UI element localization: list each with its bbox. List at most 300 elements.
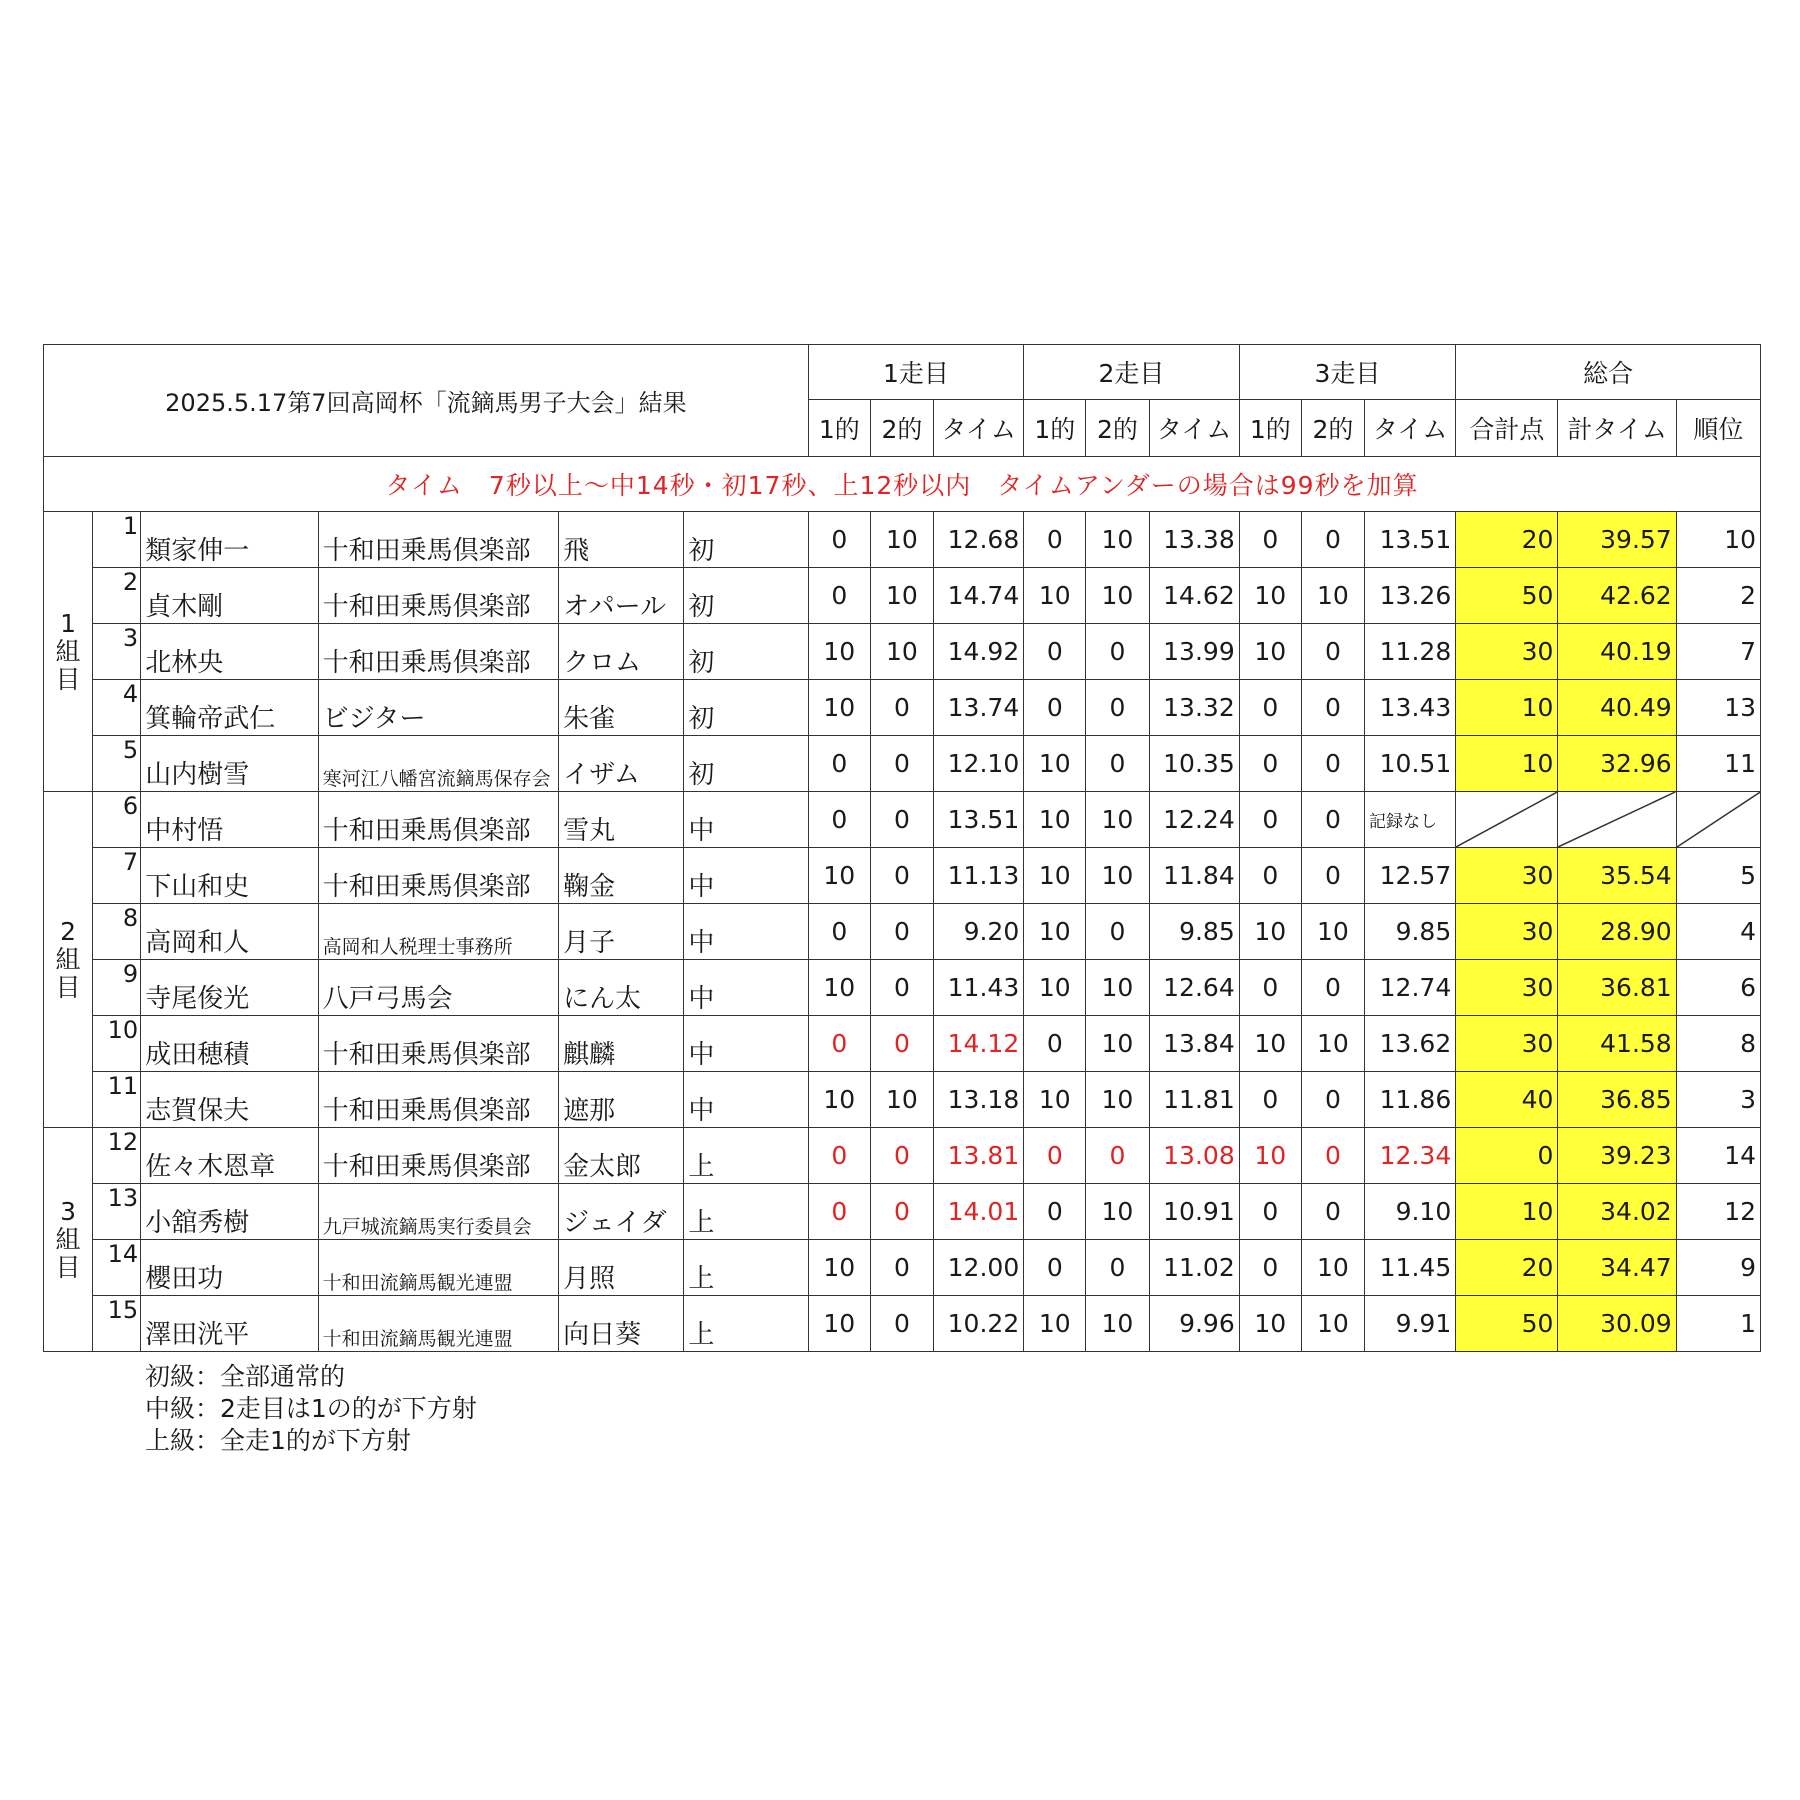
table-row bbox=[44, 512, 1761, 568]
total-points: 40 bbox=[1456, 1072, 1558, 1128]
horse-name: 遮那 bbox=[559, 1072, 684, 1128]
run2-time: 11.81 bbox=[1149, 1072, 1239, 1128]
group-label-char: 2 bbox=[60, 916, 76, 946]
run1-time: 13.74 bbox=[934, 680, 1024, 736]
total-points: 50 bbox=[1456, 1296, 1558, 1352]
run2-time: 12.24 bbox=[1149, 792, 1239, 848]
run3-target2-score: 0 bbox=[1301, 512, 1364, 568]
club-name: 十和田乗馬倶楽部 bbox=[318, 1016, 559, 1072]
total-time: 35.54 bbox=[1558, 848, 1676, 904]
run3-time: 11.28 bbox=[1365, 624, 1456, 680]
table-row bbox=[44, 1072, 1761, 1128]
run1-target2-score: 10 bbox=[870, 512, 933, 568]
club-name: 九戸城流鏑馬実行委員会 bbox=[318, 1184, 559, 1240]
run3-target2-score: 0 bbox=[1301, 624, 1364, 680]
run1-target1-score: 10 bbox=[808, 1296, 870, 1352]
run2-target2-score: 0 bbox=[1086, 680, 1149, 736]
group-label-char: 目 bbox=[55, 1252, 81, 1282]
group-label-char: 目 bbox=[55, 972, 81, 1002]
total-time: 41.58 bbox=[1558, 1016, 1676, 1072]
run3-time: 13.43 bbox=[1365, 680, 1456, 736]
total-time: 30.09 bbox=[1558, 1296, 1676, 1352]
time-rule-notice: タイム 7秒以上～中14秒・初17秒、上12秒以内 タイムアンダーの場合は99秒を加算 bbox=[44, 457, 1761, 512]
run1-time: 11.43 bbox=[934, 960, 1024, 1016]
run2-target1-score: 0 bbox=[1024, 1240, 1086, 1296]
run3-header: 3走目 bbox=[1239, 345, 1456, 400]
run2-time: 13.38 bbox=[1149, 512, 1239, 568]
entry-number: 11 bbox=[93, 1072, 141, 1128]
run3-target1-score: 10 bbox=[1239, 904, 1301, 960]
run3-target2-score: 0 bbox=[1301, 1184, 1364, 1240]
run3-time: 11.45 bbox=[1365, 1240, 1456, 1296]
run2-time: 11.84 bbox=[1149, 848, 1239, 904]
rider-class: 上 bbox=[684, 1296, 808, 1352]
entry-number: 4 bbox=[93, 680, 141, 736]
table-row bbox=[44, 1296, 1761, 1352]
run1-header: 1走目 bbox=[808, 345, 1024, 400]
total-points: 10 bbox=[1456, 1184, 1558, 1240]
run1-time: 12.68 bbox=[934, 512, 1024, 568]
table-row bbox=[44, 1240, 1761, 1296]
run3-time: 12.74 bbox=[1365, 960, 1456, 1016]
run2-target2-score: 10 bbox=[1086, 1184, 1149, 1240]
rider-name: 貞木剛 bbox=[141, 568, 318, 624]
run3-target2-score: 0 bbox=[1301, 960, 1364, 1016]
run3-target1-score: 10 bbox=[1239, 624, 1301, 680]
run1-target2-score: 0 bbox=[870, 960, 933, 1016]
rider-name: 澤田洸平 bbox=[141, 1296, 318, 1352]
group-label-char: 1 bbox=[60, 608, 76, 638]
club-name: 十和田乗馬倶楽部 bbox=[318, 624, 559, 680]
table-row bbox=[44, 736, 1761, 792]
run1-target1-score: 0 bbox=[808, 792, 870, 848]
run3-time: 10.51 bbox=[1365, 736, 1456, 792]
run1-target2-score: 0 bbox=[870, 1184, 933, 1240]
rank-void bbox=[1676, 792, 1760, 848]
run1-time-header: タイム bbox=[934, 400, 1024, 457]
rider-name: 山内樹雪 bbox=[141, 736, 318, 792]
total-time: 36.81 bbox=[1558, 960, 1676, 1016]
total-points: 10 bbox=[1456, 736, 1558, 792]
horse-name: 向日葵 bbox=[559, 1296, 684, 1352]
rank: 3 bbox=[1676, 1072, 1760, 1128]
rank: 5 bbox=[1676, 848, 1760, 904]
entry-number: 8 bbox=[93, 904, 141, 960]
run3-target2-score: 0 bbox=[1301, 680, 1364, 736]
total-points: 20 bbox=[1456, 512, 1558, 568]
run3-time: 13.51 bbox=[1365, 512, 1456, 568]
total-points: 30 bbox=[1456, 1016, 1558, 1072]
table-row bbox=[44, 568, 1761, 624]
run1-time: 14.92 bbox=[934, 624, 1024, 680]
run1-time: 12.00 bbox=[934, 1240, 1024, 1296]
total-points: 50 bbox=[1456, 568, 1558, 624]
run3-target2-header: 2的 bbox=[1301, 400, 1364, 457]
table-row bbox=[44, 1128, 1761, 1184]
run2-target1-score: 0 bbox=[1024, 1184, 1086, 1240]
void-slash-mark bbox=[1456, 792, 1557, 847]
run2-target1-score: 10 bbox=[1024, 1072, 1086, 1128]
run3-target1-score: 0 bbox=[1239, 792, 1301, 848]
run2-target2-score: 10 bbox=[1086, 568, 1149, 624]
total-points: 30 bbox=[1456, 904, 1558, 960]
run3-target2-score: 10 bbox=[1301, 904, 1364, 960]
rider-name: 成田穂積 bbox=[141, 1016, 318, 1072]
run2-time: 13.99 bbox=[1149, 624, 1239, 680]
run2-target1-score: 0 bbox=[1024, 1128, 1086, 1184]
run3-target2-score: 0 bbox=[1301, 1072, 1364, 1128]
run2-time: 10.91 bbox=[1149, 1184, 1239, 1240]
horse-name: 朱雀 bbox=[559, 680, 684, 736]
rider-class: 初 bbox=[684, 568, 808, 624]
run2-time: 9.85 bbox=[1149, 904, 1239, 960]
entry-number: 5 bbox=[93, 736, 141, 792]
run1-time: 13.51 bbox=[934, 792, 1024, 848]
run3-target1-score: 0 bbox=[1239, 1240, 1301, 1296]
total-points: 30 bbox=[1456, 848, 1558, 904]
group-label bbox=[44, 792, 93, 1128]
run2-target2-score: 10 bbox=[1086, 1296, 1149, 1352]
rank: 8 bbox=[1676, 1016, 1760, 1072]
run3-time: 12.34 bbox=[1365, 1128, 1456, 1184]
run2-time: 11.02 bbox=[1149, 1240, 1239, 1296]
group-label-char: 3 bbox=[60, 1196, 76, 1226]
club-name: 十和田乗馬倶楽部 bbox=[318, 792, 559, 848]
total-points: 10 bbox=[1456, 680, 1558, 736]
run1-target1-score: 10 bbox=[808, 848, 870, 904]
group-label-char: 組 bbox=[55, 636, 81, 666]
run1-target2-score: 0 bbox=[870, 1240, 933, 1296]
run2-header: 2走目 bbox=[1024, 345, 1240, 400]
run1-target2-header: 2的 bbox=[870, 400, 933, 457]
rider-class: 上 bbox=[684, 1128, 808, 1184]
run3-target1-score: 10 bbox=[1239, 1016, 1301, 1072]
club-name: ビジター bbox=[318, 680, 559, 736]
run2-time-header: タイム bbox=[1149, 400, 1239, 457]
group-label bbox=[44, 512, 93, 792]
rider-class: 上 bbox=[684, 1184, 808, 1240]
entry-number: 12 bbox=[93, 1128, 141, 1184]
run3-target2-score: 10 bbox=[1301, 1296, 1364, 1352]
entry-number: 7 bbox=[93, 848, 141, 904]
rider-name: 中村悟 bbox=[141, 792, 318, 848]
void-slash-mark bbox=[1558, 792, 1675, 847]
run2-target1-score: 10 bbox=[1024, 848, 1086, 904]
total-points: 20 bbox=[1456, 1240, 1558, 1296]
horse-name: クロム bbox=[559, 624, 684, 680]
footnotes bbox=[145, 1361, 477, 1457]
run1-time: 13.18 bbox=[934, 1072, 1024, 1128]
run3-target2-score: 10 bbox=[1301, 568, 1364, 624]
run2-target2-score: 0 bbox=[1086, 1128, 1149, 1184]
horse-name: にん太 bbox=[559, 960, 684, 1016]
run1-time: 13.81 bbox=[934, 1128, 1024, 1184]
total-time: 42.62 bbox=[1558, 568, 1676, 624]
run2-target1-score: 10 bbox=[1024, 1296, 1086, 1352]
run1-time: 12.10 bbox=[934, 736, 1024, 792]
rider-class: 中 bbox=[684, 960, 808, 1016]
table-row bbox=[44, 960, 1761, 1016]
run3-target1-score: 0 bbox=[1239, 1072, 1301, 1128]
run3-time: 12.57 bbox=[1365, 848, 1456, 904]
run1-target1-score: 10 bbox=[808, 1240, 870, 1296]
run1-target1-score: 10 bbox=[808, 1072, 870, 1128]
run1-target1-score: 10 bbox=[808, 680, 870, 736]
rider-name: 箕輪帝武仁 bbox=[141, 680, 318, 736]
total-time: 36.85 bbox=[1558, 1072, 1676, 1128]
footnote-intermediate: 中級：2走目は1の的が下方射 bbox=[145, 1394, 477, 1423]
run3-target1-score: 0 bbox=[1239, 512, 1301, 568]
run2-time: 13.84 bbox=[1149, 1016, 1239, 1072]
run3-target1-score: 0 bbox=[1239, 848, 1301, 904]
run1-time: 14.12 bbox=[934, 1016, 1024, 1072]
total-time: 34.02 bbox=[1558, 1184, 1676, 1240]
run3-target2-score: 0 bbox=[1301, 792, 1364, 848]
rider-name: 下山和史 bbox=[141, 848, 318, 904]
run2-target1-score: 10 bbox=[1024, 568, 1086, 624]
overall-header: 総合 bbox=[1456, 345, 1761, 400]
run3-target2-score: 10 bbox=[1301, 1240, 1364, 1296]
rider-class: 初 bbox=[684, 680, 808, 736]
run1-target2-score: 0 bbox=[870, 1016, 933, 1072]
total-time: 34.47 bbox=[1558, 1240, 1676, 1296]
entry-number: 14 bbox=[93, 1240, 141, 1296]
table-row bbox=[44, 1184, 1761, 1240]
rider-class: 中 bbox=[684, 1072, 808, 1128]
rank: 1 bbox=[1676, 1296, 1760, 1352]
club-name: 十和田流鏑馬観光連盟 bbox=[318, 1296, 559, 1352]
club-name: 十和田乗馬倶楽部 bbox=[318, 848, 559, 904]
group-label-char: 組 bbox=[55, 944, 81, 974]
run2-time: 10.35 bbox=[1149, 736, 1239, 792]
run1-target2-score: 10 bbox=[870, 1072, 933, 1128]
rank: 10 bbox=[1676, 512, 1760, 568]
run1-target1-score: 0 bbox=[808, 904, 870, 960]
run2-target2-header: 2的 bbox=[1086, 400, 1149, 457]
run1-target1-score: 0 bbox=[808, 736, 870, 792]
group-label bbox=[44, 1128, 93, 1352]
club-name: 十和田乗馬倶楽部 bbox=[318, 1128, 559, 1184]
run2-target2-score: 10 bbox=[1086, 960, 1149, 1016]
total-time: 28.90 bbox=[1558, 904, 1676, 960]
club-name: 八戸弓馬会 bbox=[318, 960, 559, 1016]
run3-target2-score: 0 bbox=[1301, 736, 1364, 792]
entry-number: 6 bbox=[93, 792, 141, 848]
rider-class: 中 bbox=[684, 848, 808, 904]
horse-name: 麒麟 bbox=[559, 1016, 684, 1072]
run3-target1-score: 10 bbox=[1239, 568, 1301, 624]
run3-time: 11.86 bbox=[1365, 1072, 1456, 1128]
rider-name: 寺尾俊光 bbox=[141, 960, 318, 1016]
rider-class: 上 bbox=[684, 1240, 808, 1296]
rank-header: 順位 bbox=[1676, 400, 1760, 457]
run2-target1-score: 0 bbox=[1024, 512, 1086, 568]
run1-time: 14.01 bbox=[934, 1184, 1024, 1240]
run1-target1-score: 10 bbox=[808, 960, 870, 1016]
run1-target2-score: 0 bbox=[870, 1296, 933, 1352]
run1-time: 9.20 bbox=[934, 904, 1024, 960]
run3-target1-header: 1的 bbox=[1239, 400, 1301, 457]
rank: 12 bbox=[1676, 1184, 1760, 1240]
run1-target1-header: 1的 bbox=[808, 400, 870, 457]
void-slash-mark bbox=[1677, 792, 1760, 847]
rank: 9 bbox=[1676, 1240, 1760, 1296]
rider-name: 佐々木恩章 bbox=[141, 1128, 318, 1184]
run1-target2-score: 0 bbox=[870, 1128, 933, 1184]
entry-number: 10 bbox=[93, 1016, 141, 1072]
club-name: 十和田乗馬倶楽部 bbox=[318, 568, 559, 624]
run3-time: 9.10 bbox=[1365, 1184, 1456, 1240]
page-title: 2025.5.17第7回高岡杯「流鏑馬男子大会」結果 bbox=[44, 345, 809, 457]
run1-target1-score: 10 bbox=[808, 624, 870, 680]
run1-target1-score: 0 bbox=[808, 512, 870, 568]
table-row bbox=[44, 848, 1761, 904]
rider-class: 初 bbox=[684, 736, 808, 792]
run1-target2-score: 0 bbox=[870, 680, 933, 736]
run3-target1-score: 10 bbox=[1239, 1128, 1301, 1184]
run3-time: 記録なし bbox=[1365, 792, 1456, 848]
run2-target2-score: 0 bbox=[1086, 624, 1149, 680]
run2-target2-score: 10 bbox=[1086, 512, 1149, 568]
total-time: 39.23 bbox=[1558, 1128, 1676, 1184]
rank: 6 bbox=[1676, 960, 1760, 1016]
run2-target1-score: 10 bbox=[1024, 904, 1086, 960]
total-time-void bbox=[1558, 792, 1676, 848]
run3-target1-score: 10 bbox=[1239, 1296, 1301, 1352]
rank: 11 bbox=[1676, 736, 1760, 792]
run2-target2-score: 0 bbox=[1086, 736, 1149, 792]
run1-target2-score: 0 bbox=[870, 736, 933, 792]
run1-target1-score: 0 bbox=[808, 1184, 870, 1240]
table-row bbox=[44, 624, 1761, 680]
run2-time: 12.64 bbox=[1149, 960, 1239, 1016]
total-points-void bbox=[1456, 792, 1558, 848]
run3-target2-score: 0 bbox=[1301, 848, 1364, 904]
total-points: 30 bbox=[1456, 960, 1558, 1016]
run1-target2-score: 0 bbox=[870, 904, 933, 960]
total-points: 30 bbox=[1456, 624, 1558, 680]
run1-target2-score: 10 bbox=[870, 568, 933, 624]
table-row bbox=[44, 1016, 1761, 1072]
run3-target1-score: 0 bbox=[1239, 960, 1301, 1016]
entry-number: 13 bbox=[93, 1184, 141, 1240]
run2-target2-score: 10 bbox=[1086, 1016, 1149, 1072]
results-table bbox=[43, 344, 1761, 1352]
rider-name: 北林央 bbox=[141, 624, 318, 680]
run2-target1-score: 0 bbox=[1024, 624, 1086, 680]
run3-time: 13.26 bbox=[1365, 568, 1456, 624]
footnote-beginner: 初級：全部通常的 bbox=[145, 1362, 346, 1391]
run2-target1-score: 0 bbox=[1024, 680, 1086, 736]
club-name: 十和田乗馬倶楽部 bbox=[318, 1072, 559, 1128]
run3-time-header: タイム bbox=[1365, 400, 1456, 457]
run1-time: 14.74 bbox=[934, 568, 1024, 624]
rank: 13 bbox=[1676, 680, 1760, 736]
rider-class: 中 bbox=[684, 1016, 808, 1072]
total-time: 40.19 bbox=[1558, 624, 1676, 680]
total-points-header: 合計点 bbox=[1456, 400, 1558, 457]
horse-name: 飛 bbox=[559, 512, 684, 568]
horse-name: 雪丸 bbox=[559, 792, 684, 848]
run2-target2-score: 0 bbox=[1086, 1240, 1149, 1296]
run3-target1-score: 0 bbox=[1239, 680, 1301, 736]
total-time: 32.96 bbox=[1558, 736, 1676, 792]
total-time-header: 計タイム bbox=[1558, 400, 1676, 457]
horse-name: 月子 bbox=[559, 904, 684, 960]
run2-target1-score: 10 bbox=[1024, 960, 1086, 1016]
horse-name: 月照 bbox=[559, 1240, 684, 1296]
table-row bbox=[44, 792, 1761, 848]
run2-target2-score: 10 bbox=[1086, 792, 1149, 848]
horse-name: 金太郎 bbox=[559, 1128, 684, 1184]
run1-target2-score: 0 bbox=[870, 792, 933, 848]
group-label-char: 目 bbox=[55, 664, 81, 694]
rider-class: 初 bbox=[684, 512, 808, 568]
total-points: 0 bbox=[1456, 1128, 1558, 1184]
run1-target2-score: 10 bbox=[870, 624, 933, 680]
run1-target2-score: 0 bbox=[870, 848, 933, 904]
rider-name: 櫻田功 bbox=[141, 1240, 318, 1296]
run2-target2-score: 10 bbox=[1086, 1072, 1149, 1128]
horse-name: 鞠金 bbox=[559, 848, 684, 904]
run2-target2-score: 0 bbox=[1086, 904, 1149, 960]
rider-name: 志賀保夫 bbox=[141, 1072, 318, 1128]
horse-name: ジェイダ bbox=[559, 1184, 684, 1240]
entry-number: 1 bbox=[93, 512, 141, 568]
rider-name: 高岡和人 bbox=[141, 904, 318, 960]
run3-target1-score: 0 bbox=[1239, 1184, 1301, 1240]
table-row bbox=[44, 904, 1761, 960]
entry-number: 2 bbox=[93, 568, 141, 624]
club-name: 十和田乗馬倶楽部 bbox=[318, 512, 559, 568]
run3-target1-score: 0 bbox=[1239, 736, 1301, 792]
run1-target1-score: 0 bbox=[808, 1016, 870, 1072]
run2-time: 9.96 bbox=[1149, 1296, 1239, 1352]
total-time: 40.49 bbox=[1558, 680, 1676, 736]
run2-target1-header: 1的 bbox=[1024, 400, 1086, 457]
run3-target2-score: 0 bbox=[1301, 1128, 1364, 1184]
rider-class: 中 bbox=[684, 792, 808, 848]
club-name: 寒河江八幡宮流鏑馬保存会 bbox=[318, 736, 559, 792]
entry-number: 9 bbox=[93, 960, 141, 1016]
rank: 7 bbox=[1676, 624, 1760, 680]
run2-time: 13.32 bbox=[1149, 680, 1239, 736]
run2-time: 14.62 bbox=[1149, 568, 1239, 624]
horse-name: オパール bbox=[559, 568, 684, 624]
run3-time: 13.62 bbox=[1365, 1016, 1456, 1072]
horse-name: イザム bbox=[559, 736, 684, 792]
rider-name: 類家伸一 bbox=[141, 512, 318, 568]
run3-time: 9.85 bbox=[1365, 904, 1456, 960]
rank: 14 bbox=[1676, 1128, 1760, 1184]
group-label-char: 組 bbox=[55, 1224, 81, 1254]
run2-target2-score: 10 bbox=[1086, 848, 1149, 904]
entry-number: 15 bbox=[93, 1296, 141, 1352]
run1-target1-score: 0 bbox=[808, 568, 870, 624]
entry-number: 3 bbox=[93, 624, 141, 680]
club-name: 高岡和人税理士事務所 bbox=[318, 904, 559, 960]
run1-time: 10.22 bbox=[934, 1296, 1024, 1352]
rank: 4 bbox=[1676, 904, 1760, 960]
rider-class: 中 bbox=[684, 904, 808, 960]
rider-class: 初 bbox=[684, 624, 808, 680]
run2-target1-score: 10 bbox=[1024, 736, 1086, 792]
run2-target1-score: 10 bbox=[1024, 792, 1086, 848]
total-time: 39.57 bbox=[1558, 512, 1676, 568]
run3-time: 9.91 bbox=[1365, 1296, 1456, 1352]
run3-target2-score: 10 bbox=[1301, 1016, 1364, 1072]
run1-time: 11.13 bbox=[934, 848, 1024, 904]
